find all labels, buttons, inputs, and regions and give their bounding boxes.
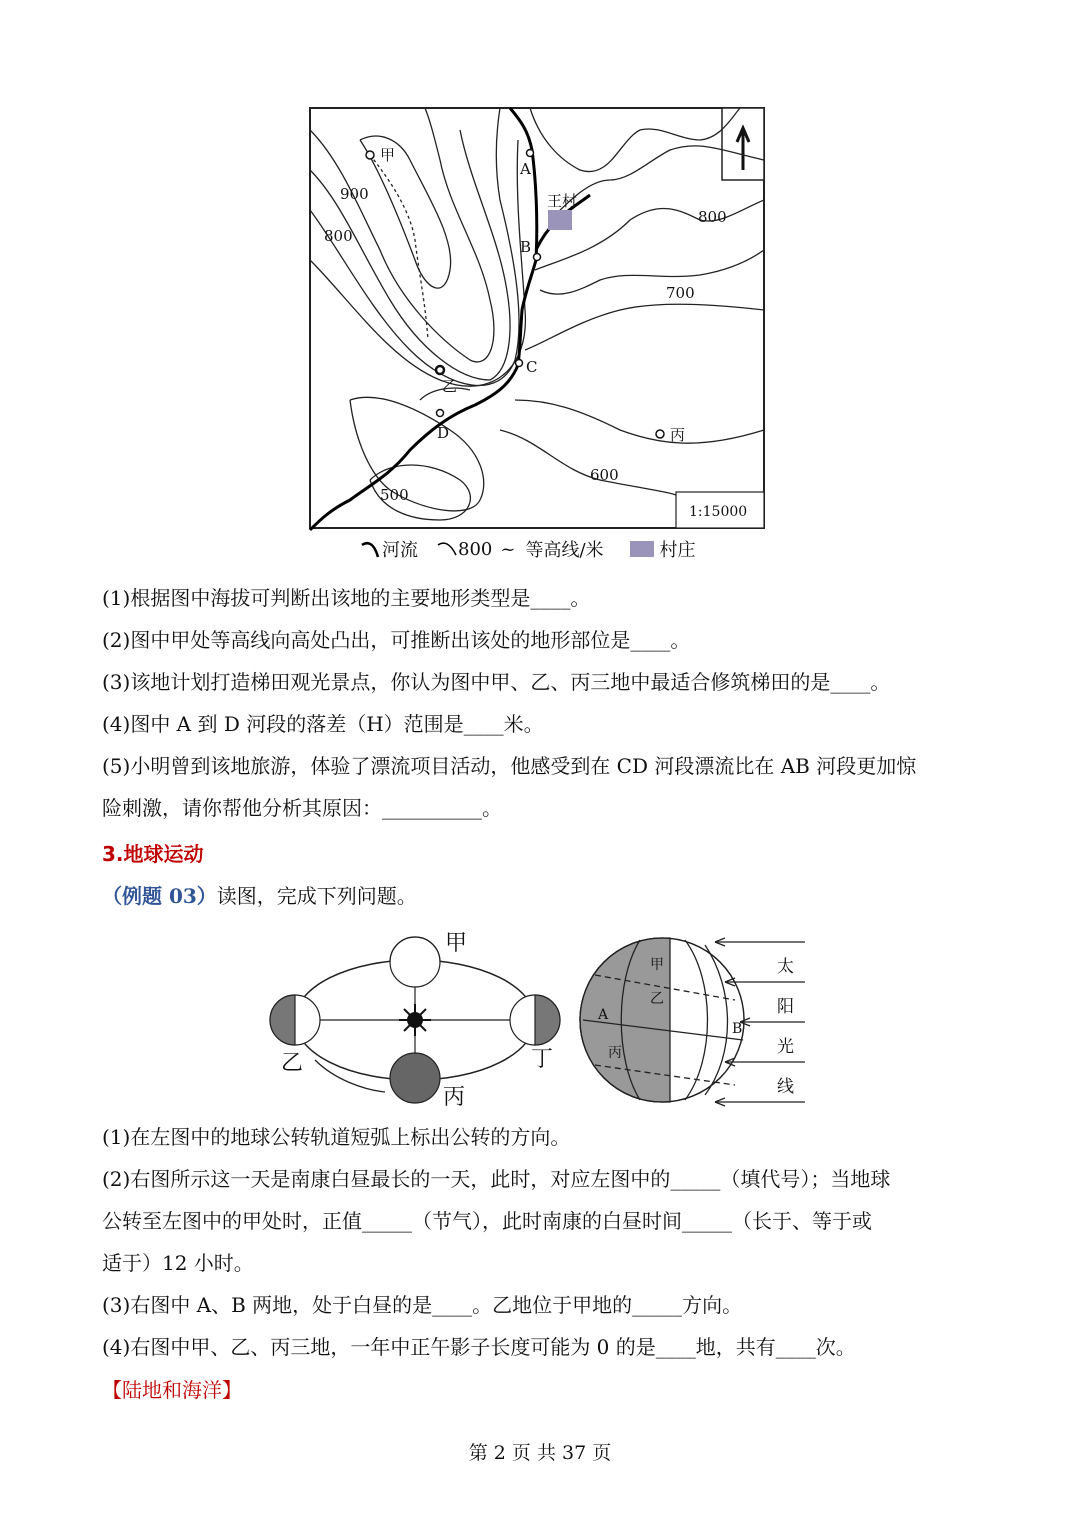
map-legend: 河流 800 ~ 等高线/米 村庄 bbox=[360, 536, 700, 562]
contour-legend-icon bbox=[436, 539, 458, 559]
legend-village: 村庄 bbox=[659, 540, 696, 561]
point-D bbox=[437, 410, 444, 417]
question-1-4: (4)图中 A 到 D 河段的落差（H）范围是____米。 bbox=[102, 712, 544, 736]
label-village: 王村 bbox=[547, 192, 578, 210]
contour-map bbox=[300, 100, 780, 540]
question-2-1: (1)在左图中的地球公转轨道短弧上标出公转的方向。 bbox=[102, 1125, 571, 1149]
map-scale: 1:15000 bbox=[689, 504, 748, 520]
label-bing: 丙 bbox=[670, 426, 686, 444]
question-2-2b: 公转至左图中的甲处时，正值_____（节气），此时南康的白昼时间_____（长于、等于或 bbox=[102, 1209, 872, 1233]
orbit-label-bing: 丙 bbox=[443, 1085, 466, 1110]
question-2-2c: 适于）12 小时。 bbox=[102, 1251, 254, 1275]
contour-label-500: 500 bbox=[380, 486, 409, 504]
orbit-label-ding: 丁 bbox=[531, 1047, 554, 1072]
point-C bbox=[516, 360, 523, 367]
globe-label-A: A bbox=[598, 1007, 609, 1023]
sunlight-char-3: 光 bbox=[777, 1037, 794, 1057]
sunlight-char-1: 太 bbox=[777, 957, 794, 977]
page-footer: 第 2 页 共 37 页 bbox=[468, 1442, 612, 1464]
orbit-label-yi: 乙 bbox=[281, 1051, 304, 1076]
point-B bbox=[534, 254, 541, 261]
contour-label-600: 600 bbox=[590, 466, 619, 484]
contour-label-700: 700 bbox=[666, 284, 695, 302]
question-2-3: (3)右图中 A、B 两地，处于白昼的是____。乙地位于甲地的_____方向。 bbox=[102, 1293, 743, 1317]
label-D: D bbox=[437, 424, 450, 442]
question-2-4: (4)右图中甲、乙、丙三地，一年中正午影子长度可能为 0 的是____地，共有____次。 bbox=[102, 1335, 856, 1359]
orbit-label-jia: 甲 bbox=[445, 931, 468, 956]
label-yi: 乙 bbox=[442, 377, 458, 395]
label-C: C bbox=[526, 358, 538, 376]
globe-label-bing: 丙 bbox=[608, 1045, 622, 1061]
legend-contour: 等高线/米 bbox=[525, 540, 604, 561]
question-1-5a: (5)小明曾到该地旅游，体验了漂流项目活动，他感受到在 CD 河段漂流比在 AB 河段更加惊 bbox=[102, 754, 917, 778]
contour-label-900: 900 bbox=[340, 185, 369, 203]
sunlight-char-4: 线 bbox=[777, 1077, 794, 1097]
section-title-earth-motion: 3.地球运动 bbox=[102, 842, 204, 866]
question-1-3: (3)该地计划打造梯田观光景点，你认为图中甲、乙、丙三地中最适合修筑梯田的是____。 bbox=[102, 670, 891, 694]
point-A bbox=[527, 150, 534, 157]
contour-label-800a: 800 bbox=[324, 227, 353, 245]
point-jia bbox=[366, 151, 374, 159]
legend-contour-value: 800 bbox=[458, 538, 493, 560]
sun-icon bbox=[399, 1004, 431, 1036]
example-tag: （例题 03） bbox=[102, 884, 217, 908]
globe-label-jia: 甲 bbox=[650, 957, 664, 973]
sunlight-char-2: 阳 bbox=[777, 997, 794, 1017]
question-1-5b: 险刺激，请你帮他分析其原因：__________。 bbox=[102, 796, 502, 820]
globe-label-B: B bbox=[732, 1021, 743, 1037]
earth-bing bbox=[390, 1053, 440, 1103]
example-text: 读图，完成下列问题。 bbox=[216, 884, 417, 908]
label-B: B bbox=[520, 238, 532, 256]
river-legend-icon bbox=[360, 539, 382, 559]
contour-label-800b: 800 bbox=[698, 208, 727, 226]
label-A: A bbox=[520, 160, 531, 178]
legend-river: 河流 bbox=[382, 540, 418, 561]
example-03 bbox=[102, 880, 417, 909]
question-1-2: (2)图中甲处等高线向高处凸出，可推断出该处的地形部位是____。 bbox=[102, 628, 691, 652]
label-jia: 甲 bbox=[380, 146, 396, 164]
village-legend-icon bbox=[630, 541, 654, 557]
contour-map-figure bbox=[300, 100, 780, 570]
village-marker bbox=[548, 210, 572, 230]
next-section-title: 【陆地和海洋】 bbox=[102, 1378, 242, 1402]
point-yi bbox=[436, 366, 444, 374]
question-1-1: (1)根据图中海拔可判断出该地的主要地形类型是____。 bbox=[102, 586, 591, 610]
earth-motion-figure bbox=[265, 920, 825, 1120]
globe-label-yi: 乙 bbox=[650, 991, 664, 1007]
question-2-2a: (2)右图所示这一天是南康白昼最长的一天，此时，对应左图中的_____（填代号）；当地球 bbox=[102, 1167, 891, 1191]
point-bing bbox=[656, 430, 664, 438]
